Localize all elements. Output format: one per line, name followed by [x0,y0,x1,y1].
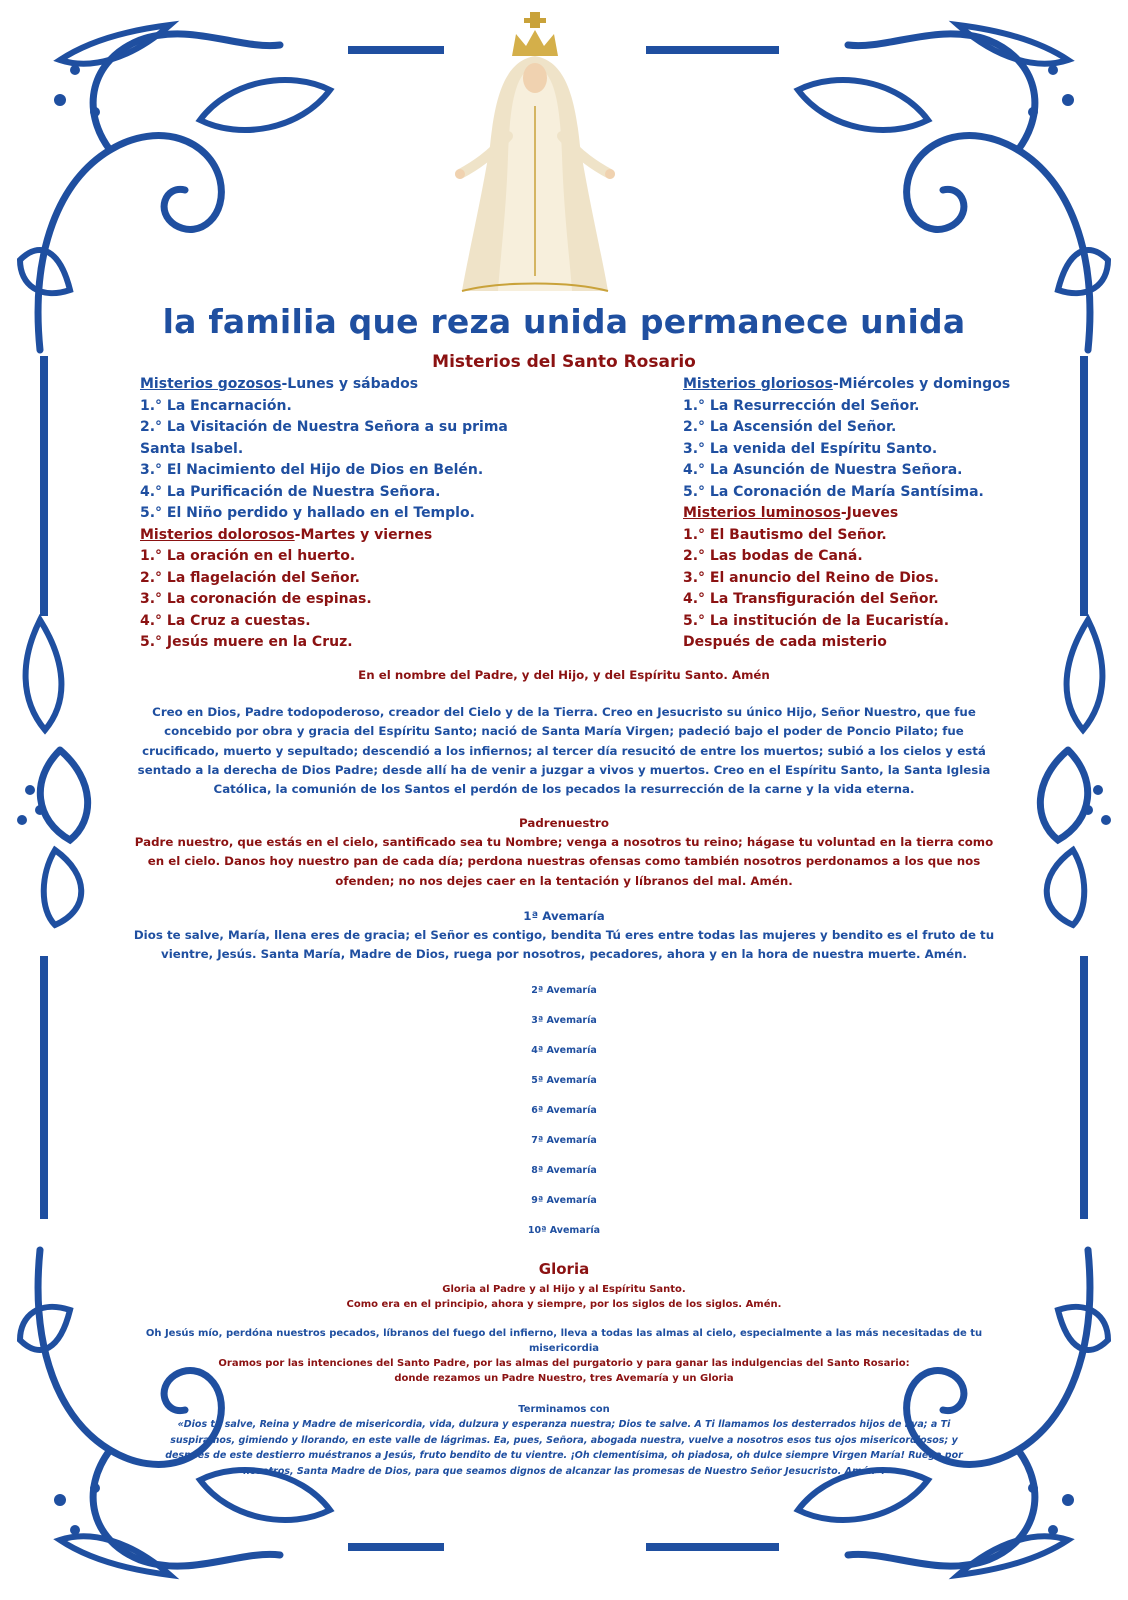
dolorosos-item-5: 5.° Jesús muere en la Cruz. [140,634,353,650]
avemaria-4: 4ª Avemaría [531,1045,597,1056]
luminosos-header: Misterios luminosos-Jueves [683,505,899,521]
gloria-line-2: Como era en el principio, ahora y siempre, por los siglos de los siglos. Amén. [346,1299,782,1310]
gloriosos-item-4: 4.° La Asunción de Nuestra Señora. [683,462,963,478]
dolorosos-item-1: 1.° La oración en el huerto. [140,548,356,564]
our-father-text: Padre nuestro, que estás en el cielo, santificado sea tu Nombre; venga a nosotros tu reino; hágase tu voluntad en la tierra como en el cielo. Danos hoy nuestro pan de cada día; perdona nuestras ofensas como también nosotros perdonamos a los que nos ofenden; no nos dejes caer en la tentación y líbranos del mal. Amén. [134,835,994,888]
gloriosos-item-3: 3.° La venida del Espíritu Santo. [683,440,938,457]
fatima-prayer: Oh Jesús mío, perdóna nuestros pecados, líbranos del fuego del infierno, lleva a todas las almas al cielo, especialmente a las más necesitadas de tu misericordia [145,1328,983,1354]
avemaria-8: 8ª Avemaría [531,1165,597,1176]
virgin-mary-statue-icon [450,6,620,296]
luminosos-item-2: 2.° Las bodas de Caná. [683,548,863,564]
page-title: la familia que reza unida permanece unida [162,302,966,341]
luminosos-item-5: 5.° La institución de la Eucaristía. [683,612,950,629]
avemaria-9: 9ª Avemaría [531,1195,597,1206]
sign-of-cross: En el nombre del Padre, y del Hijo, y del Espíritu Santo. Amén [358,668,770,682]
page-subtitle: Misterios del Santo Rosario [432,352,696,372]
gozosos-item-5: 5.° El Niño perdido y hallado en el Templo. [140,505,475,521]
intentions-line-1: Oramos por las intenciones del Santo Padre, por las almas del purgatorio y para ganar las indulgencias del Santo Rosario: [218,1358,910,1369]
salve-regina-text: «Dios te salve, Reina y Madre de misericordia, vida, dulzura y esperanza nuestra; Dios te salve. A Ti llamamos los desterrados hijos de Eva; a Ti suspiramos, gimiendo y llorando, en este valle de lágrimas. Ea, pues, Señora, abogada nuestra, vuelve a nosotros esos tus ojos misericordiosos; y después de este destierro muéstranos a Jesús, fruto bendito de tu vientre. ¡Oh clementísima, oh piadosa, oh dulce siempre Virgen María! Ruega por nosotros, Santa Madre de Dios, para que seamos dignos de alcanzar las promesas de Nuestro Señor Jesucristo. Amén». [165,1419,963,1477]
gloriosos-item-2: 2.° La Ascensión del Señor. [683,419,897,435]
mysteries-left-column [140,374,540,654]
gloriosos-item-5: 5.° La Coronación de María Santísima. [683,483,984,500]
gloria-line-1: Gloria al Padre y al Hijo y al Espíritu Santo. [442,1284,686,1295]
hail-mary-heading: 1ª Avemaría [523,909,605,923]
gloria-heading: Gloria [538,1260,590,1278]
creed-text: Creo en Dios, Padre todopoderoso, creador del Cielo y de la Tierra. Creo en Jesucristo su único Hijo, Señor Nuestro, que fue concebido por obra y gracia del Espíritu Santo; nació de Santa María Virgen; padeció bajo el poder de Poncio Pilato; fue crucificado, muerto y sepultado; descendió a los infiernos; al tercer día resucitó de entre los muertos; subió a los cielos y está sentado a la derecha de Dios Padre; desde allí ha de venir a juzgar a vivos y muertos. Creo en el Espíritu Santo, la Santa Iglesia Católica, la comunión de los Santos el perdón de los pecados la resurrección de la carne y la vida eterna. [137,705,991,797]
gloriosos-item-1: 1.° La Resurrección del Señor. [683,397,920,414]
intentions-line-2: donde rezamos un Padre Nuestro, tres Avemaría y un Gloria [394,1373,734,1384]
gozosos-item-3: 3.° El Nacimiento del Hijo de Dios en Belén. [140,462,484,478]
dolorosos-item-2: 2.° La flagelación del Señor. [140,569,360,586]
our-father-heading: Padrenuestro [519,816,609,830]
gozosos-item-2: 2.° La Visitación de Nuestra Señora a su prima Santa Isabel. [140,419,508,457]
avemaria-7: 7ª Avemaría [531,1135,597,1146]
hail-mary-text: Dios te salve, María, llena eres de gracia; el Señor es contigo, bendita Tú eres entre todas las mujeres y bendito es el fruto de tu vientre, Jesús. Santa María, Madre de Dios, ruega por nosotros, pecadores, ahora y en la hora de nuestra muerte. Amén. [133,928,995,962]
avemaria-10: 10ª Avemaría [527,1225,601,1236]
gloriosos-header: Misterios gloriosos-Miércoles y domingos [683,376,1011,392]
gozosos-item-4: 4.° La Purificación de Nuestra Señora. [140,483,441,500]
gozosos-item-1: 1.° La Encarnación. [140,397,292,414]
after-each-mystery: Después de cada misterio [683,634,887,650]
luminosos-item-1: 1.° El Bautismo del Señor. [683,526,887,543]
luminosos-item-3: 3.° El anuncio del Reino de Dios. [683,569,939,586]
luminosos-item-4: 4.° La Transfiguración del Señor. [683,591,939,607]
closing-heading: Terminamos con [518,1404,610,1415]
avemaria-5: 5ª Avemaría [531,1075,597,1086]
avemaria-2: 2ª Avemaría [531,985,597,996]
dolorosos-header: Misterios dolorosos-Martes y viernes [140,526,433,543]
dolorosos-item-4: 4.° La Cruz a cuestas. [140,612,311,629]
mysteries-right-column [683,374,1013,654]
dolorosos-item-3: 3.° La coronación de espinas. [140,591,372,607]
avemaria-6: 6ª Avemaría [531,1105,597,1116]
avemaria-3: 3ª Avemaría [531,1015,597,1026]
gozosos-header: Misterios gozosos-Lunes y sábados [140,376,419,392]
